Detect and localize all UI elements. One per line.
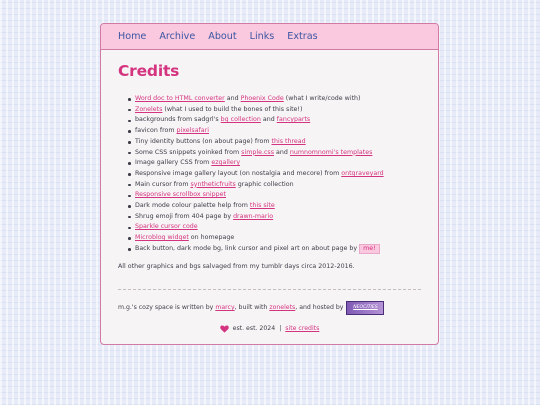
credit-text: Shrug emoji from 404 page by: [135, 212, 234, 220]
credit-text: backgrounds from sadgrl's: [135, 116, 221, 124]
credits-list: [118, 94, 421, 255]
credit-item: [135, 201, 421, 212]
credit-text: favicon from: [135, 127, 177, 135]
nav-about[interactable]: About: [208, 31, 237, 42]
credit-link[interactable]: Sparkle cursor code: [135, 223, 198, 231]
author-link[interactable]: marcy: [215, 304, 235, 312]
footer-suffix: , and hosted by: [295, 304, 344, 312]
credit-item: [135, 158, 421, 169]
credit-link[interactable]: this site: [249, 202, 275, 210]
salvage-note: All other graphics and bgs salvaged from my tumblr days circa 2012-2016.: [118, 262, 355, 270]
credit-item: [135, 115, 421, 126]
credit-item: [135, 222, 421, 233]
credit-link[interactable]: Word doc to HTML converter: [135, 95, 225, 102]
credit-link[interactable]: bg collection: [220, 116, 261, 124]
credit-text: Back button, dark mode bg, link cursor and pixel art on about page by: [135, 244, 360, 252]
content-card: [100, 23, 439, 345]
credit-link[interactable]: ontgraveyard: [341, 169, 384, 177]
top-nav: [101, 24, 438, 50]
credit-item: [135, 148, 421, 159]
credit-text: Main cursor from: [135, 180, 191, 188]
credit-text: (what I write/code with): [283, 95, 361, 102]
credit-link[interactable]: Microblog widget: [135, 234, 189, 242]
credit-link[interactable]: Phoenix Code: [240, 95, 284, 102]
credit-text: Tiny identity buttons (on about page) from: [135, 137, 272, 145]
credit-text: and: [273, 148, 290, 156]
credit-link[interactable]: numnomnomi's templates: [289, 148, 373, 156]
credit-item: [135, 212, 421, 223]
credit-link[interactable]: pixelsafari: [176, 127, 209, 135]
heart-icon: [220, 325, 229, 333]
est-line: [118, 325, 421, 333]
credit-text: (what I used to build the bones of this site!): [162, 105, 303, 113]
credit-item: [135, 233, 421, 244]
credit-text: Dark mode colour palette help from: [135, 202, 250, 210]
credit-item: [135, 137, 421, 148]
site-credits-link[interactable]: site credits: [285, 325, 320, 333]
nav-archive[interactable]: Archive: [159, 31, 196, 42]
credit-link[interactable]: syntheticfruits: [190, 180, 236, 188]
credit-item: [135, 105, 421, 116]
credit-item: [135, 190, 421, 201]
footer-prefix: m.g.'s cozy space is written by: [118, 304, 216, 312]
credit-link[interactable]: Zonelets: [135, 105, 163, 113]
est-text: est. est. 2024: [232, 325, 276, 333]
credit-item: [135, 180, 421, 191]
credit-item: [135, 244, 421, 255]
credit-text: Responsive image gallery layout (on nostalgia and mecore) from: [135, 169, 342, 177]
credit-link[interactable]: Responsive scrollbox snippet: [135, 191, 227, 199]
footer-divider: [118, 289, 421, 290]
me-button[interactable]: me!: [359, 244, 380, 254]
credit-item: [135, 169, 421, 180]
credit-link[interactable]: simple.css: [241, 148, 274, 156]
credit-link[interactable]: ezgallery: [211, 159, 241, 167]
footer-mid: , built with: [234, 304, 270, 312]
nav-links[interactable]: Links: [249, 31, 275, 42]
credit-text: Some CSS snippets yoinked from: [135, 148, 242, 156]
est-separator: |: [279, 325, 282, 333]
credit-link[interactable]: drawn-mario: [233, 212, 274, 220]
credit-item: [135, 94, 421, 105]
main-content: [101, 50, 438, 333]
credit-text: graphic collection: [235, 180, 294, 188]
neocities-badge[interactable]: NEOCITIES: [346, 301, 384, 315]
credit-text: and: [260, 116, 277, 124]
credit-link[interactable]: this thread: [271, 137, 306, 145]
credit-link[interactable]: fancyparts: [276, 116, 311, 124]
credit-text: and: [224, 95, 241, 102]
zonelets-link[interactable]: zonelets: [269, 304, 296, 312]
nav-home[interactable]: Home: [118, 31, 147, 42]
credit-item: [135, 126, 421, 137]
credit-text: on homepage: [188, 234, 235, 242]
nav-extras[interactable]: Extras: [287, 31, 318, 42]
footer-credit-line: [118, 301, 421, 315]
credit-text: Image gallery CSS from: [135, 159, 212, 167]
page-title: Credits: [118, 62, 180, 80]
